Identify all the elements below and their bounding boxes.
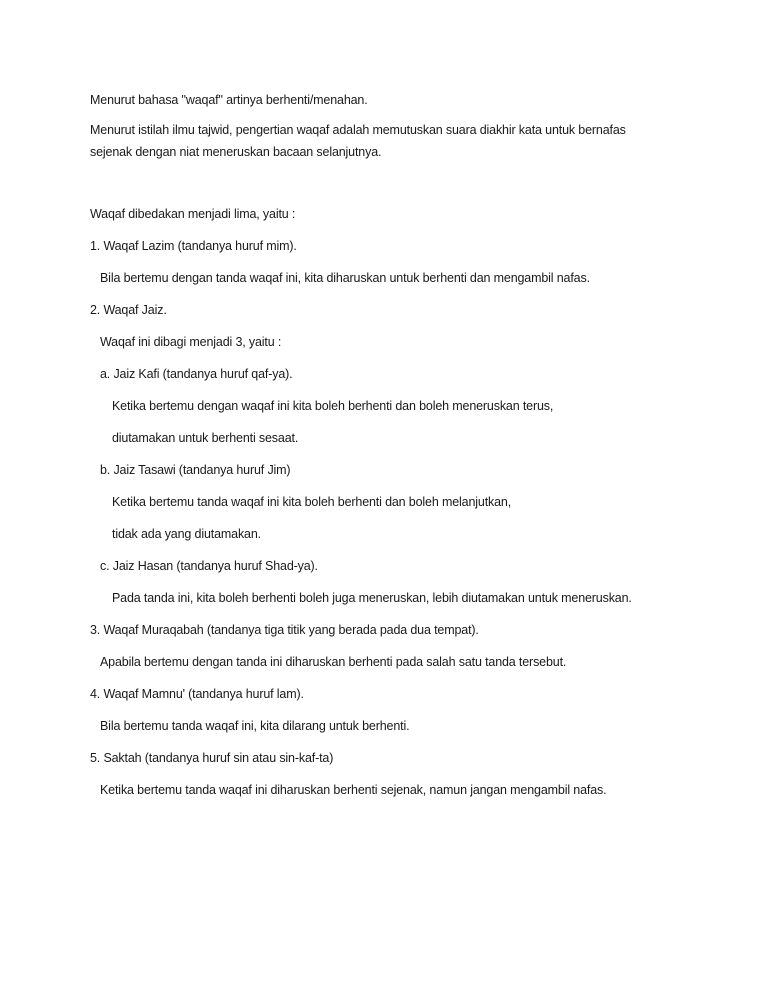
item-1-desc: Bila bertemu dengan tanda waqaf ini, kita diharuskan untuk berhenti dan mengambil nafas. (100, 271, 590, 285)
item-5-desc: Ketika bertemu tanda waqaf ini diharuskan berhenti sejenak, namun jangan mengambil nafas. (100, 783, 607, 797)
subitem-c-title: c. Jaiz Hasan (tandanya huruf Shad-ya). (100, 559, 318, 573)
intro-istilah-line1: Menurut istilah ilmu tajwid, pengertian waqaf adalah memutuskan suara diakhir kata untuk bernafas (90, 123, 626, 137)
subitem-a-desc-line2: diutamakan untuk berhenti sesaat. (112, 431, 299, 445)
item-2-desc: Waqaf ini dibagi menjadi 3, yaitu : (100, 335, 282, 349)
item-2-title: 2. Waqaf Jaiz. (90, 303, 167, 317)
item-5-title: 5. Saktah (tandanya huruf sin atau sin-kaf-ta) (90, 751, 334, 765)
subitem-a-title: a. Jaiz Kafi (tandanya huruf qaf-ya). (100, 367, 293, 381)
item-3-title: 3. Waqaf Muraqabah (tandanya tiga titik yang berada pada dua tempat). (90, 623, 479, 637)
subitem-b-desc-line1: Ketika bertemu tanda waqaf ini kita boleh berhenti dan boleh melanjutkan, (112, 495, 512, 509)
subitem-b-title: b. Jaiz Tasawi (tandanya huruf Jim) (100, 463, 291, 477)
section-heading: Waqaf dibedakan menjadi lima, yaitu : (90, 207, 296, 221)
item-4-desc: Bila bertemu tanda waqaf ini, kita dilarang untuk berhenti. (100, 719, 410, 733)
item-4-title: 4. Waqaf Mamnu' (tandanya huruf lam). (90, 687, 304, 701)
item-1-title: 1. Waqaf Lazim (tandanya huruf mim). (90, 239, 297, 253)
subitem-a-desc-line1: Ketika bertemu dengan waqaf ini kita boleh berhenti dan boleh meneruskan terus, (112, 399, 554, 413)
intro-istilah-line2: sejenak dengan niat meneruskan bacaan selanjutnya. (90, 145, 382, 159)
subitem-c-desc-line1: Pada tanda ini, kita boleh berhenti boleh juga meneruskan, lebih diutamakan untuk meneruskan. (112, 591, 632, 605)
item-3-desc: Apabila bertemu dengan tanda ini diharuskan berhenti pada salah satu tanda tersebut. (100, 655, 567, 669)
subitem-b-desc-line2: tidak ada yang diutamakan. (112, 527, 261, 541)
intro-bahasa: Menurut bahasa "waqaf" artinya berhenti/menahan. (90, 93, 368, 107)
